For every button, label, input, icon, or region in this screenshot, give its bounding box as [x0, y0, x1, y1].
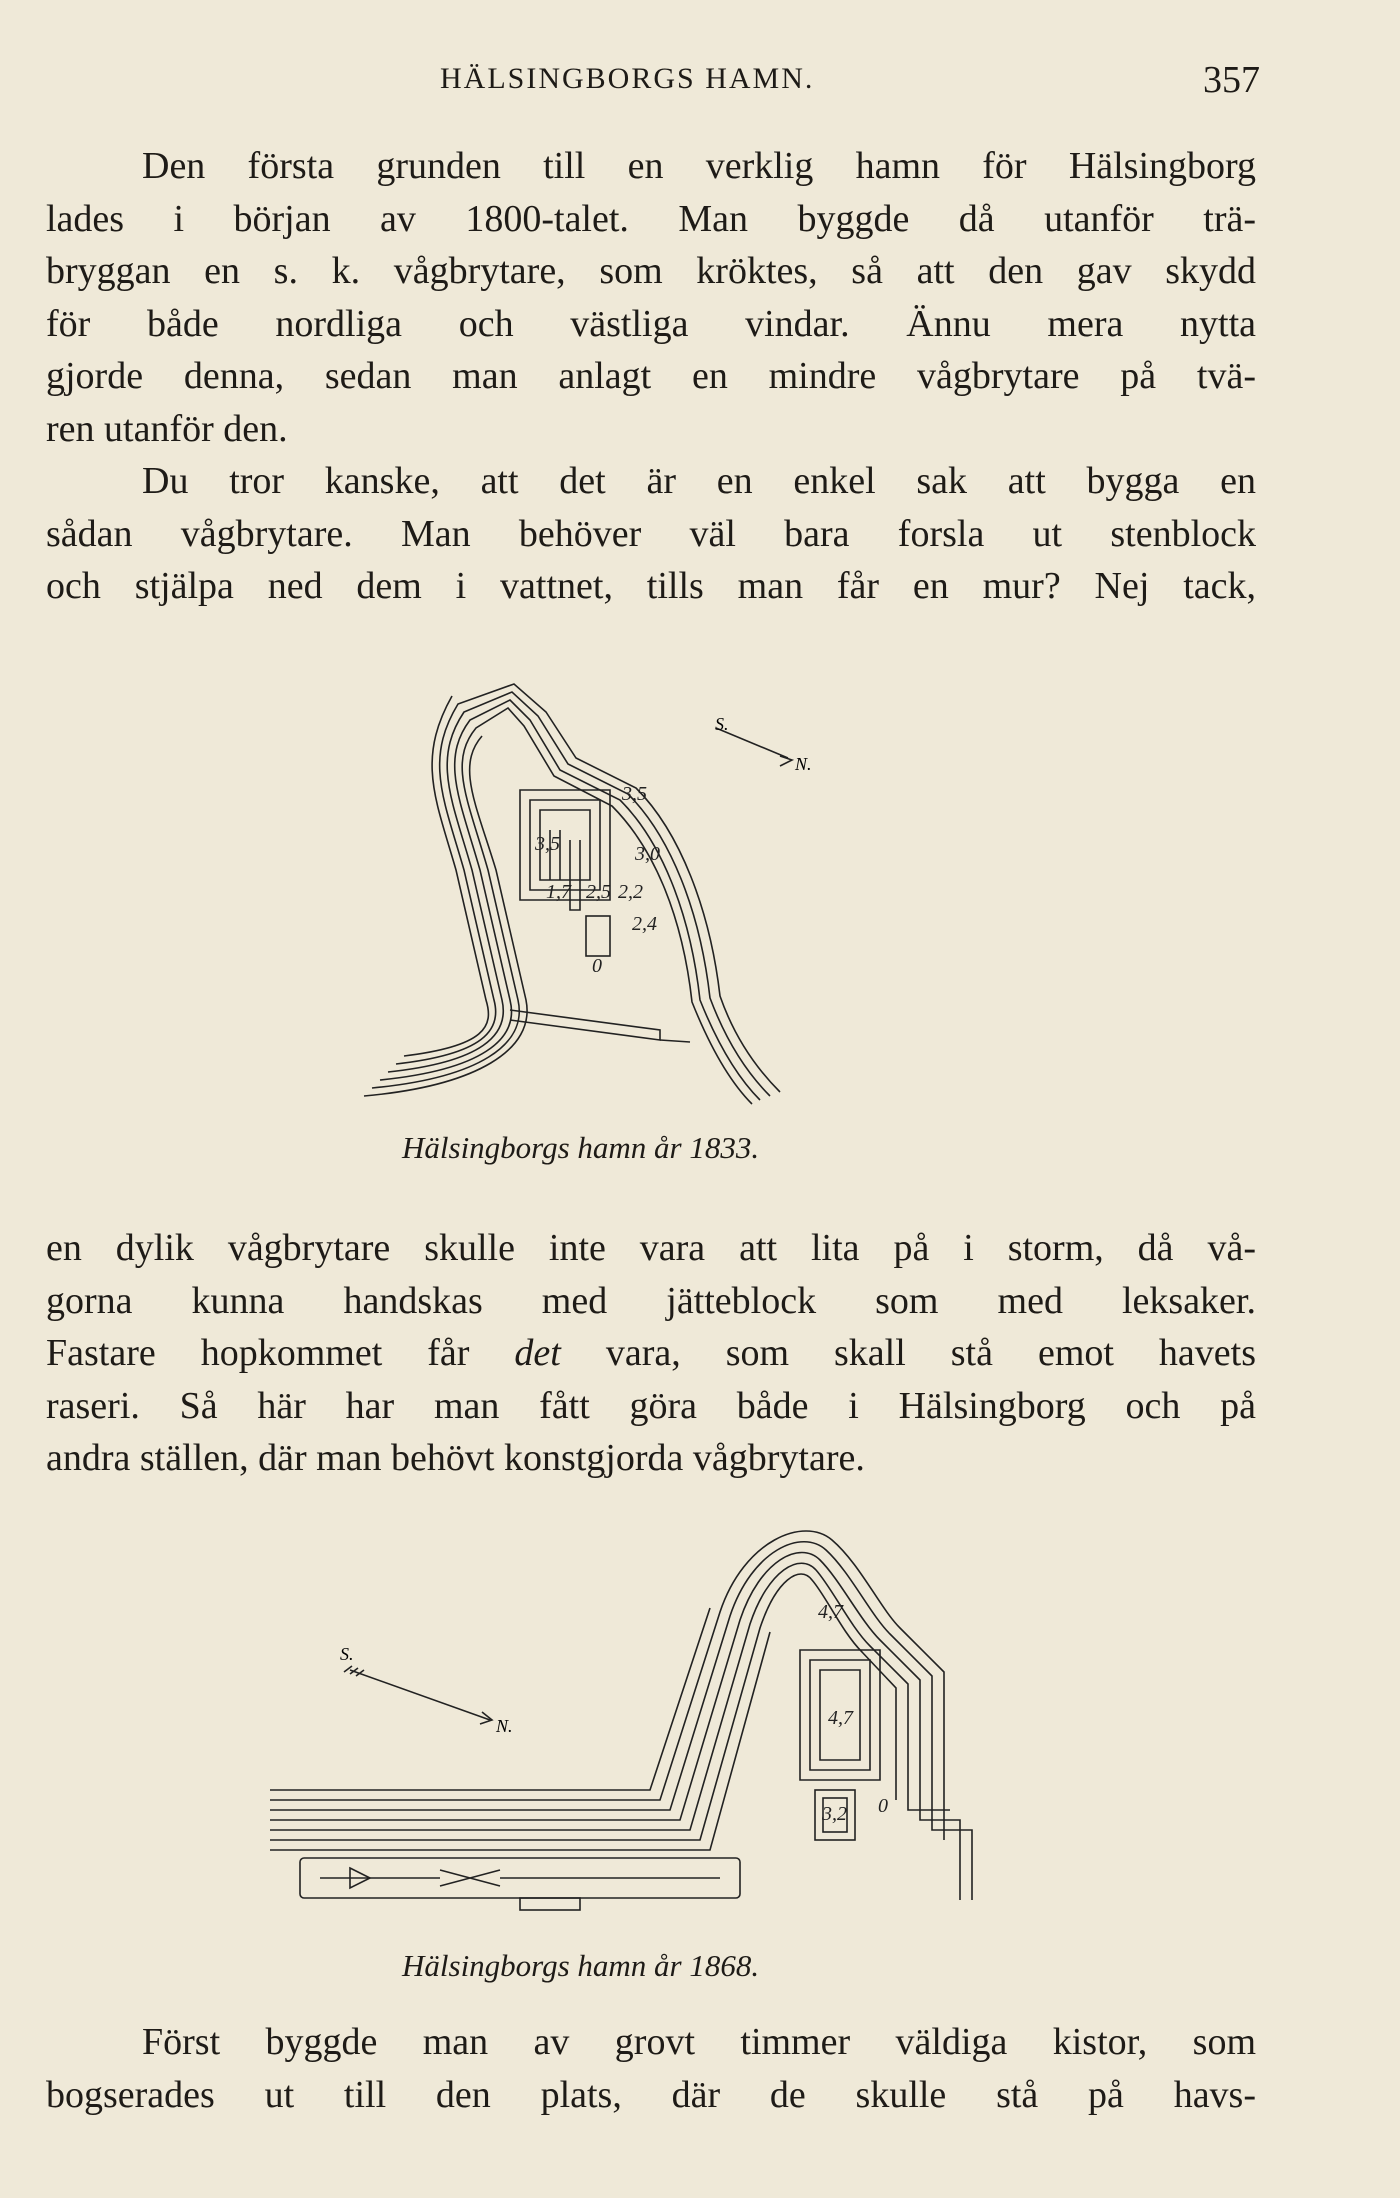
italic-word: det: [514, 1332, 561, 1374]
depth-label: 3,0: [635, 843, 660, 865]
compass-north-label: N.: [496, 1716, 513, 1736]
text-fragment: Fastare hopkommet får: [46, 1332, 470, 1374]
text-line: lades i början av 1800-talet. Man byggde då utanför trä-: [46, 197, 1256, 240]
depth-label: 3,5: [622, 783, 647, 805]
text-line: [46, 1327, 1256, 1380]
depth-label: 4,7: [828, 1707, 853, 1729]
paragraph-3: [46, 1222, 1256, 1485]
text-line: ren utanför den.: [46, 407, 288, 450]
depth-label: 0: [592, 955, 602, 977]
text-line: Du tror kanske, att det är en enkel sak att bygga en: [142, 460, 1256, 502]
paragraph-1: [46, 140, 1256, 455]
compass-north-label: N.: [795, 754, 812, 774]
paragraph-2: [46, 455, 1256, 613]
depth-label: 0: [878, 1795, 888, 1817]
compass-south-label: S.: [340, 1644, 354, 1664]
text-line: för både nordliga och västliga vindar. Ännu mera nytta: [46, 302, 1256, 345]
text-line: Den första grunden till en verklig hamn för Hälsingborg: [142, 145, 1256, 187]
harbor-map-1868: [260, 1520, 1020, 1920]
text-line: bogserades ut till den plats, där de skulle stå på havs-: [46, 2073, 1256, 2116]
text-line: andra ställen, där man behövt konstgjorda vågbrytare.: [46, 1437, 865, 1479]
text-line: sådan vågbrytare. Man behöver väl bara forsla ut stenblock: [46, 512, 1256, 555]
harbor-map-1833-drawing: [360, 680, 920, 1120]
text-line: bryggan en s. k. vågbrytare, som kröktes, så att den gav skydd: [46, 250, 1256, 292]
running-title: HÄLSINGBORGS HAMN.: [440, 62, 815, 95]
page-number: 357: [1203, 59, 1260, 101]
compass-south-label: S.: [715, 714, 729, 734]
harbor-map-1868-drawing: [260, 1520, 1020, 1920]
running-header: [40, 59, 1260, 102]
text-fragment: vara, som skall stå emot havets: [605, 1332, 1257, 1374]
depth-label: 3,5: [535, 833, 560, 855]
text-line: raseri. Så här har man fått göra både i Hälsingborg och på: [46, 1384, 1256, 1427]
text-line: Först byggde man av grovt timmer väldiga kistor, som: [142, 2021, 1256, 2063]
text-line: en dylik vågbrytare skulle inte vara att lita på i storm, då vå-: [46, 1227, 1256, 1269]
text-line: och stjälpa ned dem i vattnet, tills man får en mur? Nej tack,: [46, 565, 1256, 607]
figure-caption-1833: Hälsingborgs hamn år 1833.: [402, 1130, 760, 1165]
depth-label: 1,7: [546, 881, 571, 903]
depth-label: 4,7: [818, 1601, 843, 1623]
text-line: gjorde denna, sedan man anlagt en mindre vågbrytare på tvä-: [46, 355, 1256, 397]
harbor-map-1833: [360, 680, 920, 1120]
depth-label: 3,2: [822, 1803, 847, 1825]
paragraph-4: [46, 2016, 1256, 2121]
text-line: gorna kunna handskas med jätteblock som med leksaker.: [46, 1279, 1256, 1322]
depth-label: 2,5: [586, 881, 611, 903]
depth-label: 2,4: [632, 913, 657, 935]
depth-label: 2,2: [618, 881, 643, 903]
figure-caption-1868: Hälsingborgs hamn år 1868.: [402, 1948, 760, 1983]
